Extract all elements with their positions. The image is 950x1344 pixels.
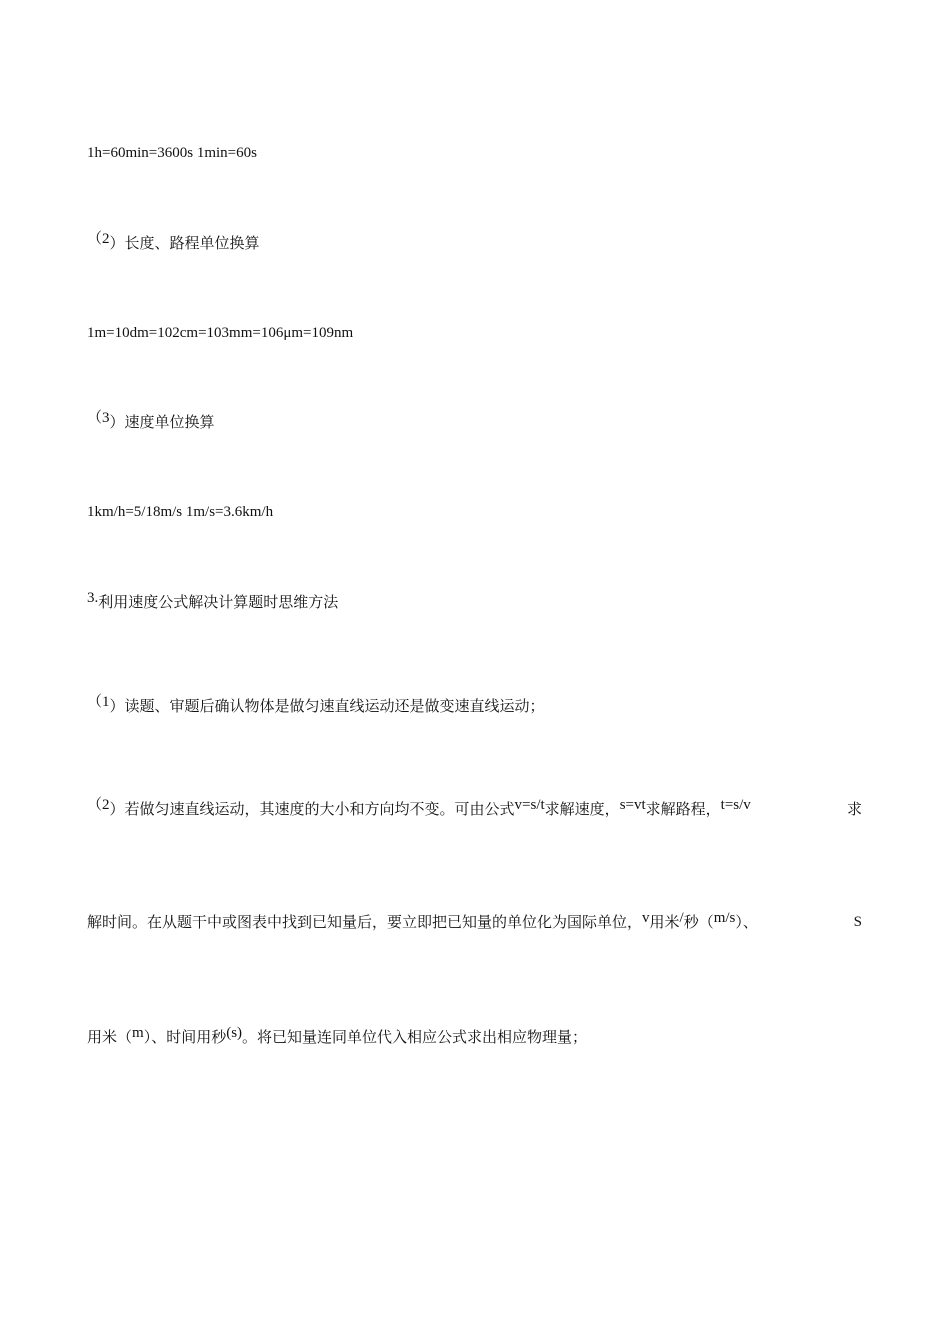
section-title: 利用速度公式解决计算题时思维方法 [98,593,339,611]
speed-unit-conversion-line [87,502,273,521]
time-unit-conversion-line [87,143,257,162]
unit-m: m [132,1025,144,1041]
text-segment: 求解速度， [544,800,620,818]
length-unit-conversion-line [87,323,353,342]
step-2-paragraph-line-3 [87,1025,588,1047]
heading-text: ）速度单位换算 [109,413,215,431]
formula-distance: s=vt [619,797,646,813]
symbol-s: S [853,914,862,930]
formula-velocity: v=s/t [514,797,545,813]
speed-conversion-text: 1km/h=5/18m/s 1m/s=3.6km/h [87,504,274,520]
text-segment: 秒（ [683,913,714,931]
heading-text: ）长度、路程单位换算 [109,234,260,252]
text-segment: 用米 [649,913,680,931]
item-number: （3 [87,410,110,426]
slash: / [679,910,684,926]
item-number: （2 [87,797,110,813]
time-conversion-text: 1h=60min=3600s 1min=60s [87,145,257,161]
symbol-v: v [642,910,650,926]
step-text: ）读题、审题后确认物体是做匀速直线运动还是做变速直线运动； [109,697,545,715]
formula-time: t=s/v [720,797,751,813]
section-number: 3. [87,590,99,606]
text-segment: 。将已知量连同单位代入相应公式求出相应物理量； [242,1028,588,1046]
step-2-paragraph-line-2 [87,910,862,932]
text-segment: 求解路程， [645,800,721,818]
length-unit-heading [87,231,260,253]
text-segment: ）、 [735,913,758,931]
step-1-paragraph [87,694,545,716]
text-segment: 解时间。在从题干中或图表中找到已知量后，要立即把已知量的单位化为国际单位， [87,913,643,931]
item-number: （2 [87,231,110,247]
unit-s: (s) [226,1025,243,1041]
text-segment: ）、时间用秒 [143,1028,227,1046]
speed-unit-heading [87,410,215,432]
length-conversion-text: 1m=10dm=102cm=103mm=106μm=109nm [87,325,354,341]
section-heading-3 [87,590,339,612]
unit-mps: m/s [713,910,736,926]
text-segment: ）若做匀速直线运动，其速度的大小和方向均不变。可由公式 [109,800,515,818]
item-number: （1 [87,694,110,710]
step-2-paragraph-line-1 [87,797,862,819]
text-segment: 用米（ [87,1028,133,1046]
text-segment-end: 求 [846,800,862,818]
